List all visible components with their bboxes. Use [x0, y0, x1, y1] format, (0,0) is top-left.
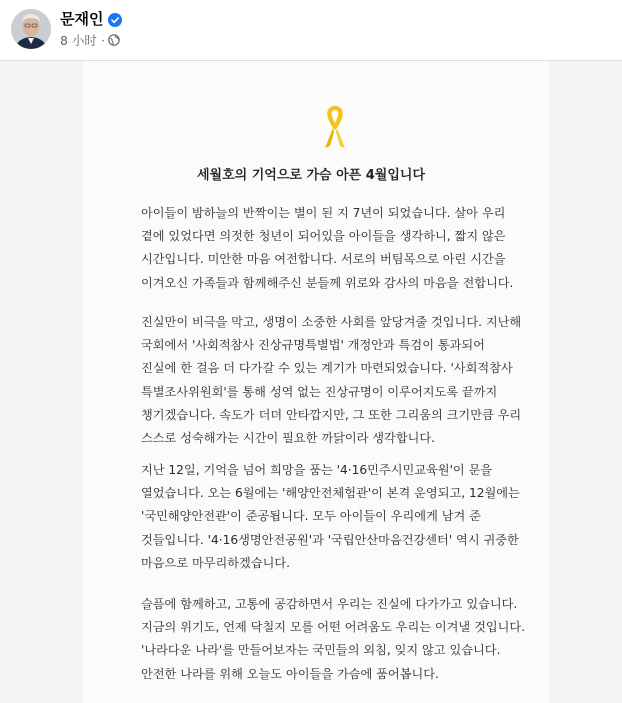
- paragraph-1: [141, 202, 533, 295]
- author-name[interactable]: 문재인: [60, 10, 104, 28]
- avatar[interactable]: [11, 9, 51, 49]
- verified-badge-icon: [108, 12, 122, 26]
- paragraph-line: 국회에서 '사회적참사 진상규명특별법' 개정안과 특검이 통과되어: [141, 338, 485, 353]
- paragraph-line: 챙기겠습니다. 속도가 더뎌 안타깝지만, 그 또한 그리움의 크기만큼 우리: [141, 407, 522, 422]
- paragraph-line: 것들입니다. '4·16생명안전공원'과 '국립안산마음건강센터' 역시 귀중한: [141, 532, 519, 547]
- paragraph-line: 진실만이 비극을 막고, 생명이 소중한 사회를 앞당겨줄 것입니다. 지난해: [141, 315, 522, 329]
- paragraph-line: 열었습니다. 오는 6월에는 '해양안전체험관'이 본격 운영되고, 12월에는: [141, 486, 520, 501]
- globe-icon[interactable]: [108, 34, 120, 46]
- yellow-ribbon-icon: [321, 104, 349, 150]
- paragraph-line: 안전한 나라를 위해 오늘도 아이들을 가슴에 품어봅니다.: [141, 666, 439, 681]
- paragraph-line: 진실에 한 걸음 더 다가갈 수 있는 계기가 마련되었습니다. '사회적참사: [141, 361, 513, 376]
- paragraph-line: '나라다운 나라'를 만들어보자는 국민들의 외침, 잊지 않고 있습니다.: [141, 643, 501, 658]
- paragraph-line: 이겨오신 가족들과 함께해주신 분들께 위로와 감사의 마음을 전합니다.: [141, 275, 514, 290]
- paragraph-line: 지금의 위기도, 언제 닥칠지 모를 어떤 어려움도 우리는 이겨낼 것입니다.: [141, 620, 526, 635]
- paragraph-line: 지난 12일, 기억을 넘어 희망을 품는 '4·16민주시민교육원'이 문을: [141, 463, 493, 477]
- paragraph-line: 마음으로 마무리하겠습니다.: [141, 555, 291, 570]
- paragraph-line: 슬픔에 함께하고, 고통에 공감하면서 우리는 진실에 다가가고 있습니다.: [141, 597, 518, 611]
- meta-separator: ·: [100, 32, 105, 48]
- paragraph-line: 시간입니다. 미안한 마음 여전합니다. 서로의 버팀목으로 아린 시간을: [141, 252, 506, 267]
- paragraph-line: 스스로 성숙해가는 시간이 필요한 까닭이라 생각합니다.: [141, 431, 436, 446]
- post-header: [0, 0, 622, 61]
- paragraph-3: [141, 459, 533, 575]
- paragraph-line: 특별조사위원회'를 통해 성역 없는 진상규명이 이루어지도록 끝까지: [141, 384, 498, 399]
- post-timestamp[interactable]: 8 小时: [60, 33, 97, 48]
- paragraph-line: '국민해양안전관'이 준공됩니다. 모두 아이들이 우리에게 남겨 준: [141, 509, 481, 524]
- statement-title: 세월호의 기억으로 가슴 아픈 4월입니다: [196, 168, 426, 183]
- paragraph-line: 아이들이 밤하늘의 반짝이는 별이 된 지 7년이 되었습니다. 살아 우리: [141, 206, 506, 220]
- profile-photo-icon: [11, 9, 51, 49]
- post-meta: [60, 31, 120, 49]
- paragraph-4: [141, 593, 533, 686]
- paragraph-line: 곁에 있었다면 의젓한 청년이 되어있을 아이들을 생각하니, 짧지 않은: [141, 229, 506, 244]
- paragraph-2: [141, 311, 533, 450]
- author-row: [60, 8, 122, 29]
